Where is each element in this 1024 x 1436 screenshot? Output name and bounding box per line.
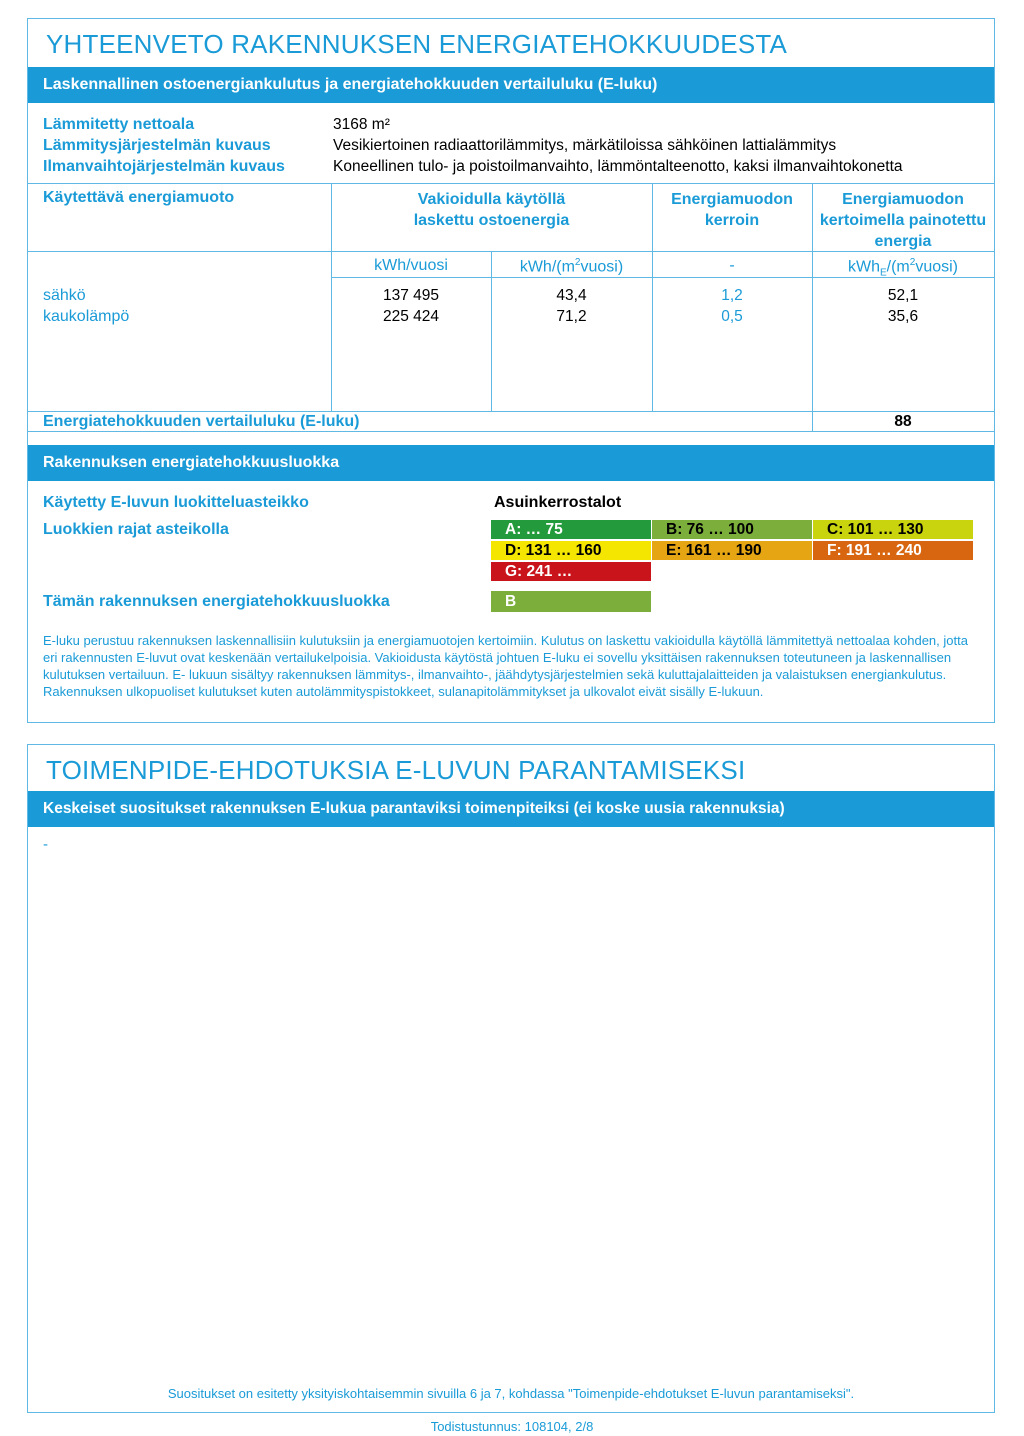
eluku-value: 88 [894, 413, 912, 430]
class-b-box: B: 76 … 100 [652, 520, 812, 539]
energy-factor-header [652, 189, 812, 231]
unit-part: kWh [847, 258, 880, 276]
weighted-energy-header [812, 189, 994, 252]
consumption-section-bar: Laskennallinen ostoenergiankulutus ja energiatehokkuuden vertailuluku (E-luku) [28, 67, 994, 103]
class-c-box: C: 101 … 130 [813, 520, 973, 539]
table-body-bottom-line [28, 411, 994, 412]
class-g-box: G: 241 … [491, 562, 651, 581]
class-a-box: A: … 75 [491, 520, 651, 539]
weighted-energy-header-line: energia [874, 233, 932, 250]
net-area-label: Lämmitetty nettoala [43, 116, 195, 133]
eluku-bottom-line [28, 431, 994, 432]
class-d-box: D: 131 … 160 [491, 541, 651, 560]
energy-row-kwh: 225 424 [382, 308, 440, 325]
eluku-label: Energiatehokkuuden vertailuluku (E-luku) [43, 413, 360, 430]
measures-section-bar: Keskeiset suositukset rakennuksen E-lukua parantaviksi toimenpiteiksi (ei koske uusia rakennuksia) [28, 791, 994, 827]
ventilation-system-value: Koneellinen tulo- ja poistoilmanvaihto, lämmöntalteenotto, kaksi ilmanvaihtokonetta [333, 158, 903, 175]
energy-row-kwh: 137 495 [382, 287, 440, 304]
heating-system-label: Lämmitysjärjestelmän kuvaus [43, 137, 271, 154]
purchased-energy-header-line: laskettu ostoenergia [413, 212, 570, 229]
energy-factor-header-line: kerroin [704, 212, 760, 229]
energy-form-header: Käytettävä energiamuoto [43, 189, 235, 206]
class-section-bar: Rakennuksen energiatehokkuusluokka [28, 445, 994, 481]
measures-title: TOIMENPIDE-EHDOTUKSIA E-LUVUN PARANTAMISEKSI [46, 755, 746, 785]
energy-row-factor: 1,2 [721, 287, 743, 304]
certificate-id-footer: Todistustunnus: 108104, 2/8 [430, 1419, 594, 1434]
this-class-label: Tämän rakennuksen energiatehokkuusluokka [43, 593, 390, 610]
unit-part: vuosi) [915, 258, 959, 276]
summary-title: YHTEENVETO RAKENNUKSEN ENERGIATEHOKKUUDESTA [46, 29, 788, 59]
unit-sup: 2 [909, 257, 916, 268]
class-limits-label: Luokkien rajat asteikolla [43, 521, 229, 538]
weighted-energy-header-line: kertoimella painotettu [819, 212, 987, 229]
energy-row-factor: 0,5 [721, 308, 743, 325]
energy-row-weighted: 52,1 [887, 287, 919, 304]
summary-panel [27, 18, 995, 723]
scale-value: Asuinkerrostalot [494, 494, 622, 511]
purchased-energy-header [331, 189, 652, 231]
unit-part: vuosi) [580, 258, 624, 276]
scale-label: Käytetty E-luvun luokitteluasteikko [43, 494, 309, 511]
purchased-energy-header-line: Vakioidulla käytöllä [417, 191, 566, 208]
unit-kwh-per-m2-year [491, 257, 652, 276]
heating-system-value: Vesikiertoinen radiaattorilämmitys, märkätiloissa sähköinen lattialämmitys [333, 137, 837, 154]
unit-part: /(m [886, 258, 910, 276]
unit-kwh-per-year: kWh/vuosi [374, 257, 448, 274]
measures-panel [27, 744, 995, 1413]
this-class-box: B [491, 591, 651, 612]
measures-footnote: Suositukset on esitetty yksityiskohtaisemmin sivuilla 6 ja 7, kohdassa "Toimenpide-ehdotukset E-luvun parantamiseksi". [167, 1386, 855, 1401]
energy-row-name: sähkö [43, 287, 86, 304]
class-f-box: F: 191 … 240 [813, 541, 973, 560]
unit-sup: 2 [574, 257, 581, 268]
net-area-value: 3168 m² [333, 116, 390, 133]
unit-weighted [812, 257, 994, 279]
unit-part: kWh/(m [519, 258, 575, 276]
table-top-line [28, 183, 994, 184]
unit-sub: E [879, 267, 887, 279]
unit-factor: - [729, 257, 735, 274]
class-e-box: E: 161 … 190 [652, 541, 812, 560]
energy-row-kwh-m2: 43,4 [556, 287, 587, 304]
energy-factor-header-line: Energiamuodon [671, 191, 793, 208]
eluku-explanation: E-luku perustuu rakennuksen laskennallisiin kulutuksiin ja energiamuotojen kertoimiin. Kulutus on laskettu vakioidulla käytöllä lämmitettyä nettoalaa kohden, jotta eri rakennusten E-luvut ovat keskenään vertailukelpoisia. Vakioidusta käytöstä johtuen E-luku ei sovellu yksittäisen rakennuksen toteutuneen ja laskennallisen kulutuksen vertailuun. E- lukuun sisältyy rakennuksen lämmitys-, ilmanvaihto-, jäähdytysjärjestelmien sekä kuluttajalaitteiden ja valaistuksen energiankulutus. Rakennuksen ulkopuoliset kulutukset kuten autolämmityspistokkeet, sulanapitolämmitykset ja ulkovalot eivät sisälly E-lukuun. [43, 633, 968, 699]
energy-row-name: kaukolämpö [43, 308, 130, 325]
energy-row-weighted: 35,6 [887, 308, 919, 325]
measures-content: - [43, 836, 48, 853]
ventilation-system-label: Ilmanvaihtojärjestelmän kuvaus [43, 158, 285, 175]
weighted-energy-header-line: Energiamuodon [842, 191, 964, 208]
table-header-line [28, 251, 331, 252]
energy-row-kwh-m2: 71,2 [556, 308, 587, 325]
